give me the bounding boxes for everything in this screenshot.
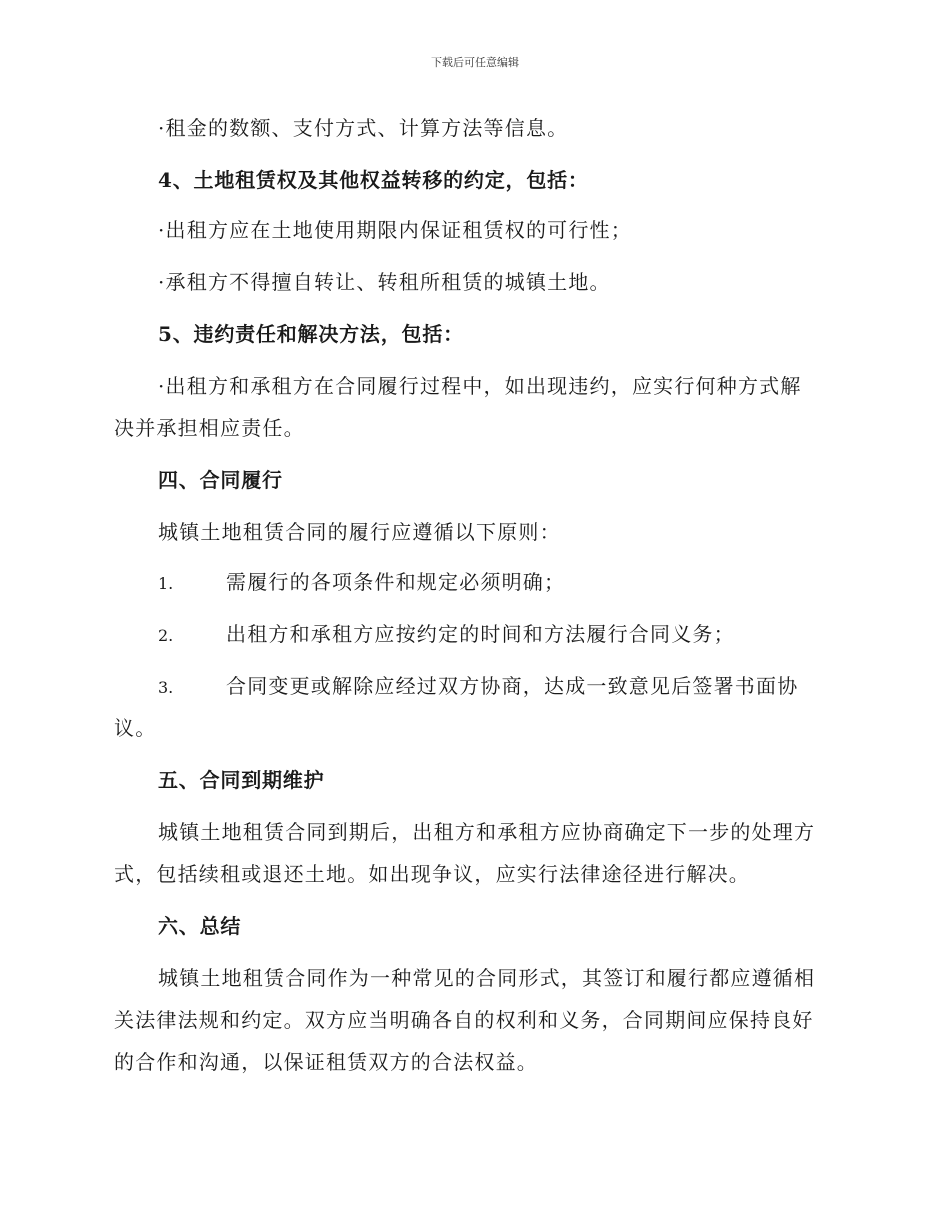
perform-list-number-2: 2. [158,626,174,645]
perform-list-text-2: 出租方和承租方应按约定的时间和方法履行合同义务； [226,622,735,646]
summary-paragraph-line-1: 城镇土地租赁合同作为一种常见的合同形式，其签订和履行都应遵循相 [158,966,816,990]
section-5-title: 5、违约责任和解决方法，包括： [158,322,464,346]
expire-title: 五、合同到期维护 [158,768,325,792]
section-4-item-1: ·出租方应在土地使用期限内保证租赁权的可行性； [158,218,632,242]
section-5-item-1-line-2: 决并承担相应责任。 [114,416,305,440]
perform-list-number-3: 3. [158,678,174,697]
perform-list-number-1: 1. [158,574,174,593]
perform-title: 四、合同履行 [158,468,283,492]
summary-title: 六、总结 [158,914,242,938]
section-4-item-2: ·承租方不得擅自转让、转租所租赁的城镇土地。 [158,270,611,294]
perform-list-text-1: 需履行的各项条件和规定必须明确； [226,570,566,594]
section-4-title: 4、土地租赁权及其他权益转移的约定，包括： [158,168,589,192]
expire-paragraph-line-1: 城镇土地租赁合同到期后，出租方和承租方应协商确定下一步的处理方 [158,820,816,844]
page-header: 下载后可任意编辑 [431,56,519,69]
perform-list-text-3-line-2: 议。 [114,716,157,740]
rent-info-item: ·租金的数额、支付方式、计算方法等信息。 [158,116,569,140]
perform-list-text-3: 合同变更或解除应经过双方协商，达成一致意见后签署书面协 [226,674,799,698]
perform-intro: 城镇土地租赁合同的履行应遵循以下原则： [158,520,561,544]
section-5-item-1-line-1: ·出租方和承租方在合同履行过程中，如出现违约，应实行何种方式解 [158,374,802,398]
expire-paragraph-line-2: 式，包括续租或退还土地。如出现争议，应实行法律途径进行解决。 [114,862,750,886]
summary-paragraph-line-2: 关法律法规和约定。双方应当明确各自的权利和义务，合同期间应保持良好 [114,1008,814,1032]
summary-paragraph-line-3: 的合作和沟通，以保证租赁双方的合法权益。 [114,1050,538,1074]
